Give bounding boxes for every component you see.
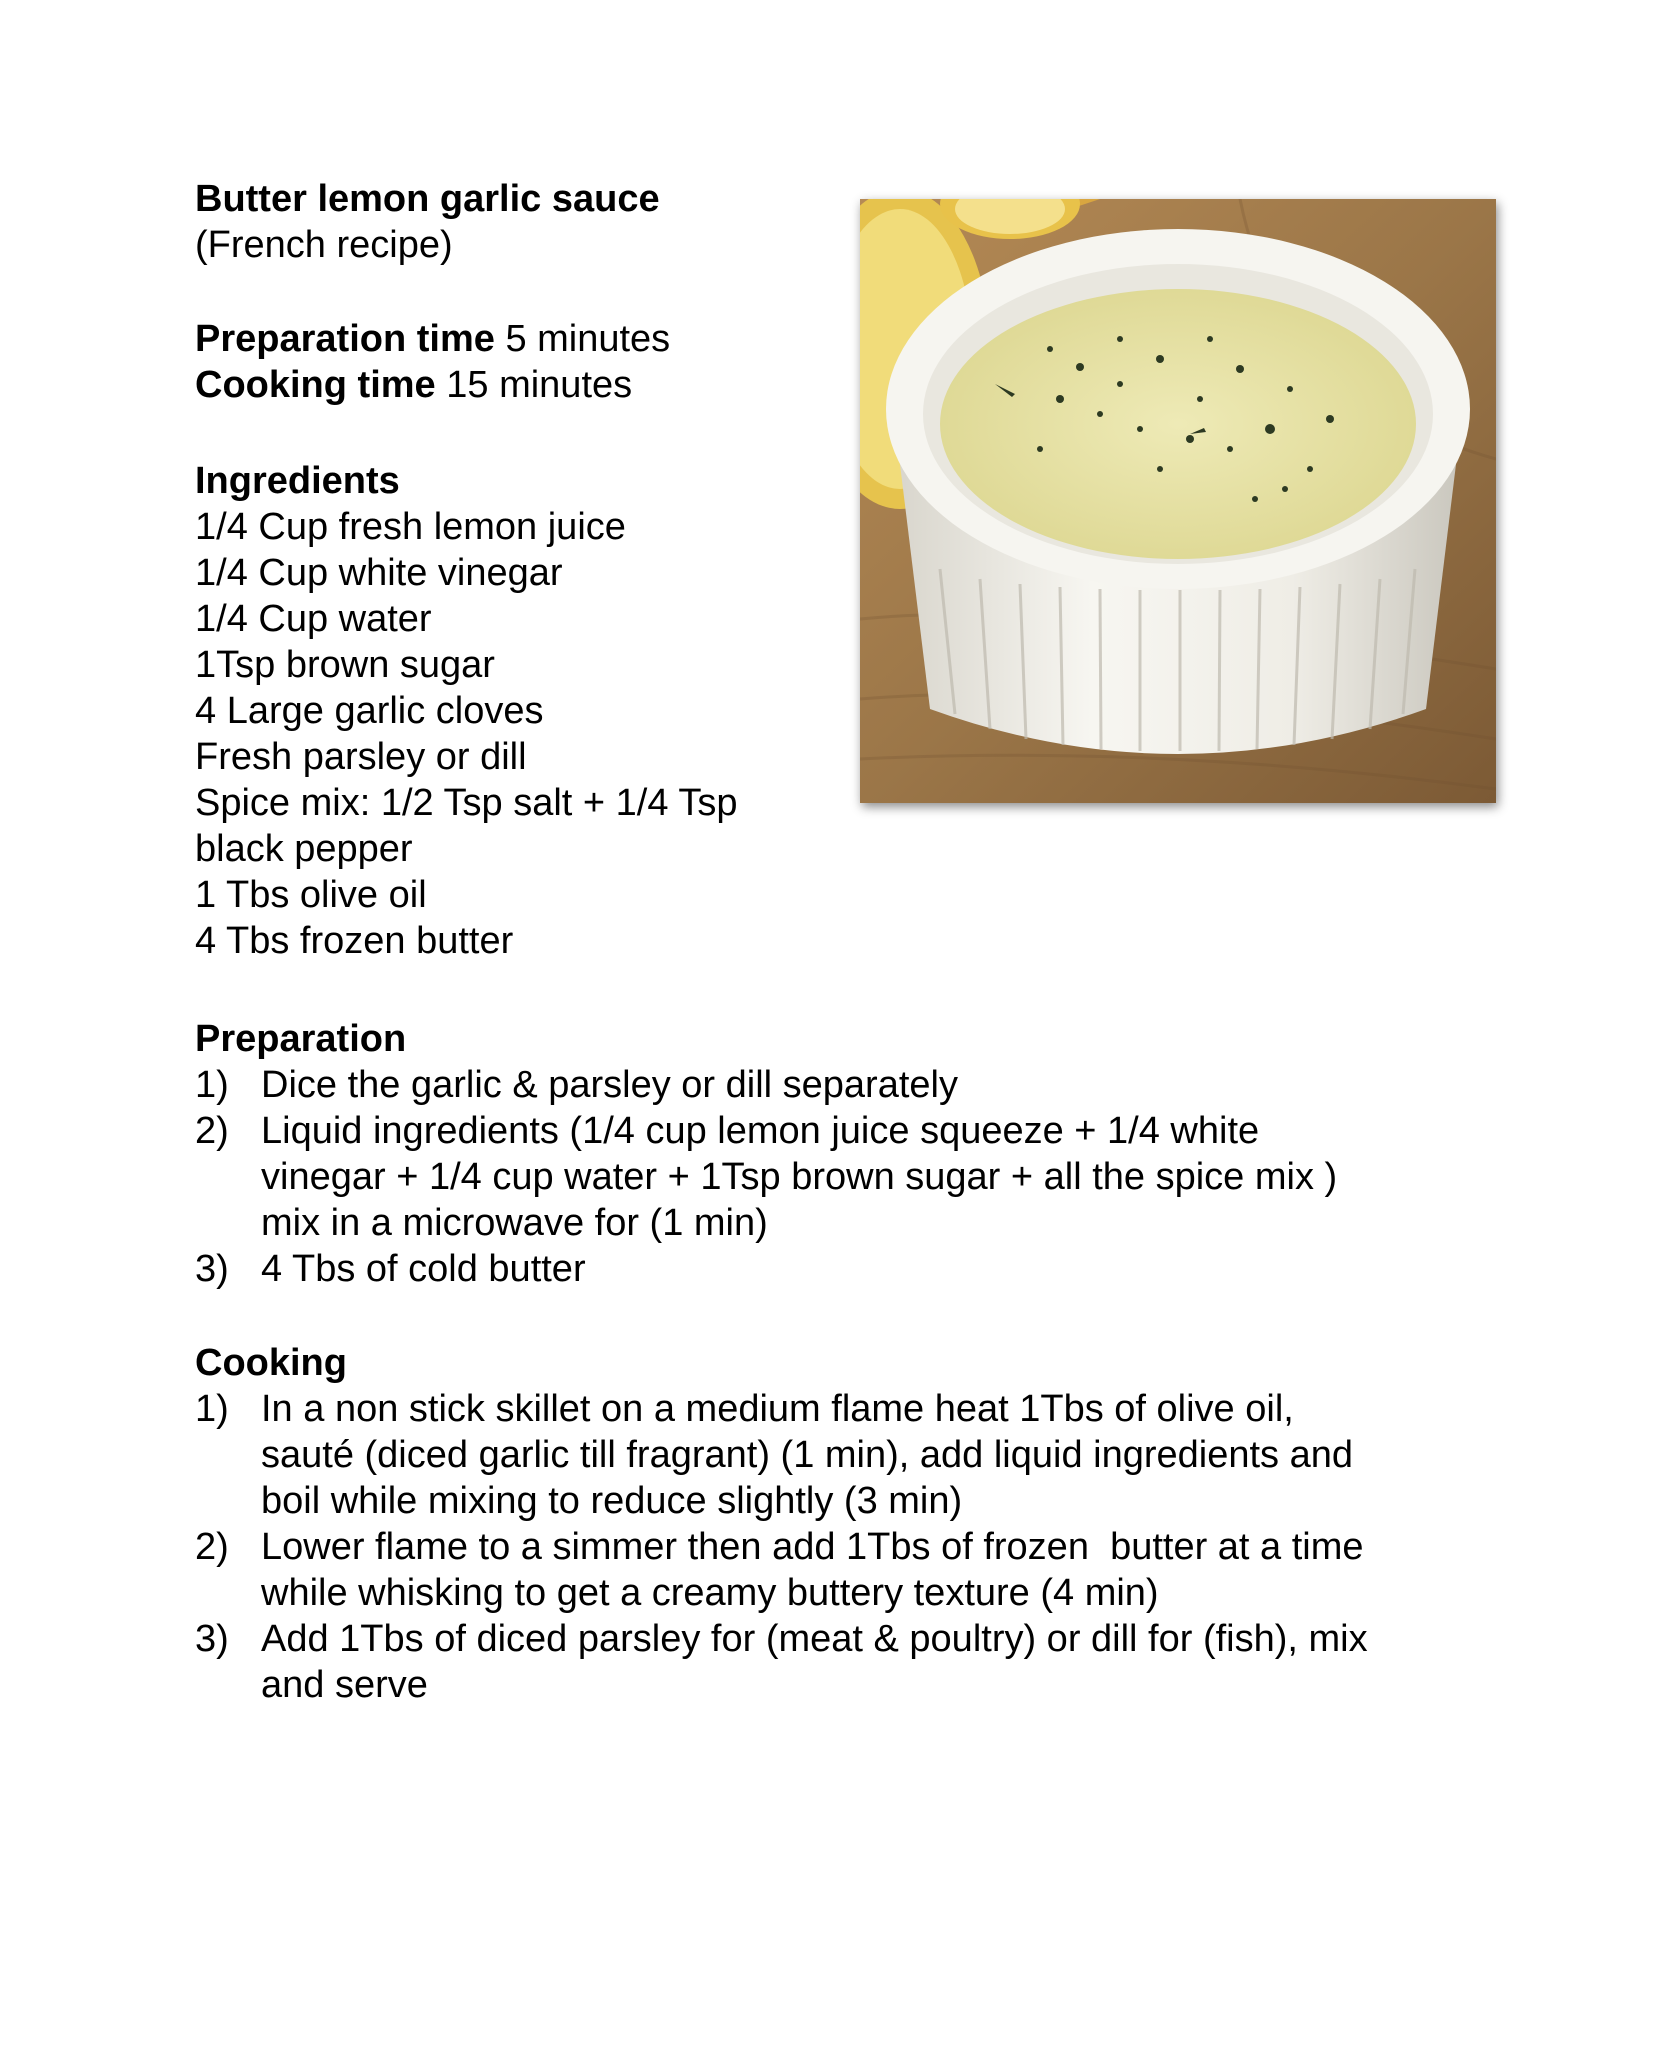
preparation-step <box>195 1108 1495 1246</box>
step-line: mix in a microwave for (1 min) <box>261 1202 768 1244</box>
sauce-photo <box>860 199 1496 803</box>
list-item: 1/4 Cup white vinegar <box>195 552 563 594</box>
step-line: sauté (diced garlic till fragrant) (1 min), add liquid ingredients and <box>261 1434 1353 1476</box>
step-line: Liquid ingredients (1/4 cup lemon juice squeeze + 1/4 white <box>261 1110 1260 1152</box>
step-line: In a non stick skillet on a medium flame heat 1Tbs of olive oil, <box>261 1388 1294 1430</box>
cooking-step <box>195 1386 1495 1524</box>
preparation-step <box>195 1246 1495 1292</box>
ingredients-heading: Ingredients <box>195 460 400 502</box>
recipe-header <box>195 176 660 268</box>
cooking-step <box>195 1524 1495 1616</box>
step-line: and serve <box>261 1664 428 1706</box>
list-item: Spice mix: 1/2 Tsp salt + 1/4 Tsp <box>195 782 738 824</box>
step-number: 2) <box>195 1110 229 1152</box>
cooking-heading: Cooking <box>195 1342 347 1384</box>
step-line: vinegar + 1/4 cup water + 1Tsp brown sugar + all the spice mix ) <box>261 1156 1338 1198</box>
prep-time <box>195 316 670 362</box>
step-number: 2) <box>195 1526 229 1568</box>
step-number: 1) <box>195 1064 229 1106</box>
step-number: 3) <box>195 1618 229 1660</box>
preparation-section <box>195 1016 1495 1292</box>
recipe-title: Butter lemon garlic sauce <box>195 178 660 220</box>
preparation-step <box>195 1062 1495 1108</box>
ingredients-section <box>195 458 737 964</box>
ingredients-list <box>195 504 737 964</box>
prep-time-label: Preparation time <box>195 318 495 360</box>
step-line: Lower flame to a simmer then add 1Tbs of frozen butter at a time <box>261 1526 1364 1568</box>
cooking-steps <box>195 1386 1495 1708</box>
cook-time-label: Cooking time <box>195 364 436 406</box>
preparation-steps <box>195 1062 1495 1292</box>
prep-time-value: 5 minutes <box>505 318 671 360</box>
list-item: 4 Large garlic cloves <box>195 690 544 732</box>
list-item: Fresh parsley or dill <box>195 736 527 778</box>
list-item: 4 Tbs frozen butter <box>195 920 514 962</box>
sauce-bowl-illustration <box>860 199 1496 803</box>
list-item: 1 Tbs olive oil <box>195 874 427 916</box>
step-number: 3) <box>195 1248 229 1290</box>
list-item: black pepper <box>195 828 413 870</box>
step-line: while whisking to get a creamy buttery texture (4 min) <box>261 1572 1159 1614</box>
recipe-times <box>195 316 670 408</box>
list-item: 1/4 Cup fresh lemon juice <box>195 506 626 548</box>
preparation-heading: Preparation <box>195 1018 407 1060</box>
list-item: 1Tsp brown sugar <box>195 644 495 686</box>
step-line: Add 1Tbs of diced parsley for (meat & poultry) or dill for (fish), mix <box>261 1618 1368 1660</box>
step-line: boil while mixing to reduce slightly (3 min) <box>261 1480 963 1522</box>
cook-time <box>195 362 670 408</box>
cooking-step <box>195 1616 1495 1708</box>
step-line: 4 Tbs of cold butter <box>261 1248 586 1290</box>
cook-time-value: 15 minutes <box>446 364 633 406</box>
cooking-section <box>195 1340 1495 1708</box>
step-number: 1) <box>195 1388 229 1430</box>
step-line: Dice the garlic & parsley or dill separately <box>261 1064 958 1106</box>
recipe-subtitle: (French recipe) <box>195 224 453 266</box>
list-item: 1/4 Cup water <box>195 598 432 640</box>
sauce-surface <box>940 289 1416 559</box>
